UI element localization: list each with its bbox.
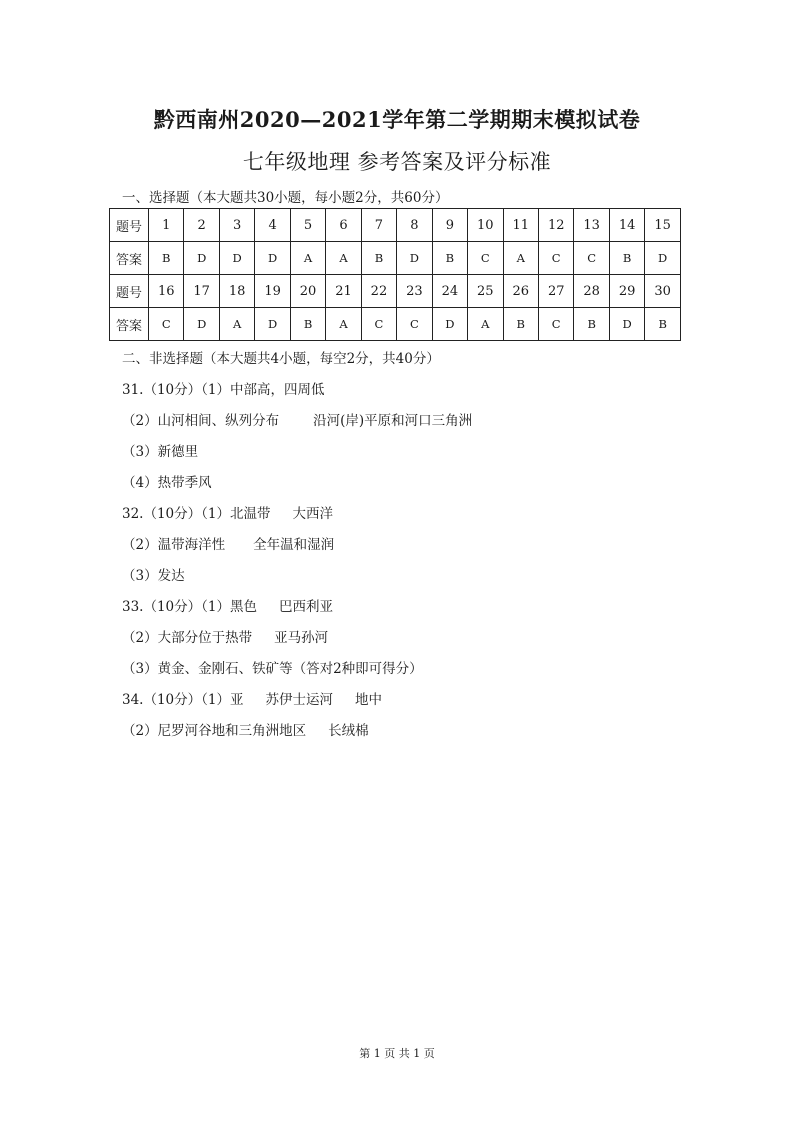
q33-answer-2b: 亚马孙河 bbox=[274, 630, 329, 646]
question-number-cell: 5 bbox=[290, 209, 325, 242]
row-label-number: 题号 bbox=[110, 209, 149, 242]
document-title: 黔西南州2020—2021学年第二学期期末模拟试卷 bbox=[153, 107, 641, 132]
question-number-cell: 30 bbox=[645, 275, 681, 308]
answer-cell: C bbox=[361, 308, 396, 341]
question-number-cell: 7 bbox=[361, 209, 396, 242]
q32-answer-1a: 32.（10分）（1）北温带 bbox=[122, 506, 271, 522]
answer-cell: A bbox=[468, 308, 503, 341]
answer-cell: C bbox=[397, 308, 432, 341]
answer-cell: D bbox=[255, 308, 290, 341]
q33-answer-1b: 巴西利亚 bbox=[279, 599, 333, 615]
answer-row bbox=[110, 242, 681, 275]
answer-cell: B bbox=[503, 308, 538, 341]
question-number-cell: 2 bbox=[184, 209, 219, 242]
q31-answer-1: 31.（10分）（1）中部高，四周低 bbox=[122, 382, 325, 398]
q33-line-3 bbox=[122, 657, 423, 677]
answer-cell: D bbox=[609, 308, 644, 341]
question-number-cell: 16 bbox=[149, 275, 184, 308]
question-number-cell: 8 bbox=[397, 209, 432, 242]
question-number-cell: 18 bbox=[219, 275, 254, 308]
question-number-cell: 27 bbox=[538, 275, 573, 308]
q31-answer-3: （3）新德里 bbox=[122, 444, 199, 460]
answer-cell: A bbox=[326, 242, 361, 275]
question-number-cell: 26 bbox=[503, 275, 538, 308]
answer-cell: D bbox=[184, 308, 219, 341]
question-number-cell: 10 bbox=[468, 209, 503, 242]
answer-cell: B bbox=[574, 308, 609, 341]
answer-cell: D bbox=[184, 242, 219, 275]
q33-answer-3: （3）黄金、金刚石、铁矿等（答对2种即可得分） bbox=[122, 661, 423, 677]
answer-cell: A bbox=[326, 308, 361, 341]
page-footer: 第 1 页 共 1 页 bbox=[359, 1047, 435, 1060]
answer-cell: D bbox=[255, 242, 290, 275]
question-number-cell: 3 bbox=[219, 209, 254, 242]
answer-cell: A bbox=[503, 242, 538, 275]
question-number-cell: 15 bbox=[645, 209, 681, 242]
q33-answer-1a: 33.（10分）（1）黑色 bbox=[122, 599, 257, 615]
answer-cell: A bbox=[290, 242, 325, 275]
answer-cell: B bbox=[645, 308, 681, 341]
question-number-cell: 12 bbox=[538, 209, 573, 242]
row-label-answer: 答案 bbox=[110, 242, 149, 275]
q32-line-2 bbox=[122, 533, 334, 553]
question-number-cell: 22 bbox=[361, 275, 396, 308]
question-number-cell: 17 bbox=[184, 275, 219, 308]
answer-cell: A bbox=[219, 308, 254, 341]
q31-answer-2a: （2）山河相间、纵列分布 bbox=[122, 413, 280, 429]
answer-cell: D bbox=[432, 308, 467, 341]
answer-cell: B bbox=[290, 308, 325, 341]
q33-answer-2a: （2）大部分位于热带 bbox=[122, 630, 253, 646]
q31-line-4 bbox=[122, 471, 212, 491]
question-number-cell: 4 bbox=[255, 209, 290, 242]
answer-cell: C bbox=[574, 242, 609, 275]
question-number-cell: 25 bbox=[468, 275, 503, 308]
section-multiple-choice-heading: 一、选择题（本大题共30小题，每小题2分，共60分） bbox=[122, 190, 449, 206]
document-subtitle: 七年级地理 参考答案及评分标准 bbox=[242, 150, 552, 174]
section-non-choice-heading: 二、非选择题（本大题共4小题，每空2分，共40分） bbox=[122, 351, 440, 367]
q32-answer-1b: 大西洋 bbox=[292, 506, 333, 522]
question-number-cell: 29 bbox=[609, 275, 644, 308]
answer-cell: C bbox=[538, 242, 573, 275]
q32-line-1 bbox=[122, 502, 333, 522]
answer-cell: C bbox=[149, 308, 184, 341]
q33-line-1 bbox=[122, 595, 333, 615]
q34-line-1 bbox=[122, 688, 382, 708]
answer-row bbox=[110, 308, 681, 341]
q33-line-2 bbox=[122, 626, 328, 646]
question-number-cell: 28 bbox=[574, 275, 609, 308]
question-number-cell: 23 bbox=[397, 275, 432, 308]
q34-answer-2a: （2）尼罗河谷地和三角洲地区 bbox=[122, 723, 307, 739]
question-number-cell: 20 bbox=[290, 275, 325, 308]
q31-line-3 bbox=[122, 440, 198, 460]
q34-answer-1a: 34.（10分）（1）亚 bbox=[122, 692, 244, 708]
answer-cell: B bbox=[149, 242, 184, 275]
question-number-cell: 14 bbox=[609, 209, 644, 242]
answer-cell: B bbox=[432, 242, 467, 275]
answer-cell: D bbox=[397, 242, 432, 275]
q34-answer-2b: 长绒棉 bbox=[328, 723, 369, 739]
answer-cell: C bbox=[538, 308, 573, 341]
q31-answer-4: （4）热带季风 bbox=[122, 475, 212, 491]
q34-answer-1c: 地中 bbox=[355, 692, 382, 708]
question-number-cell: 24 bbox=[432, 275, 467, 308]
row-label-answer: 答案 bbox=[110, 308, 149, 341]
q34-answer-1b: 苏伊士运河 bbox=[265, 692, 333, 708]
answer-table bbox=[109, 208, 681, 341]
question-number-row bbox=[110, 209, 681, 242]
q31-line-2 bbox=[122, 409, 472, 429]
q32-line-3 bbox=[122, 564, 185, 584]
question-number-row bbox=[110, 275, 681, 308]
answer-cell: B bbox=[361, 242, 396, 275]
q34-line-2 bbox=[122, 719, 369, 739]
answer-cell: C bbox=[468, 242, 503, 275]
row-label-number: 题号 bbox=[110, 275, 149, 308]
question-number-cell: 21 bbox=[326, 275, 361, 308]
question-number-cell: 9 bbox=[432, 209, 467, 242]
q31-line-1 bbox=[122, 378, 325, 398]
question-number-cell: 11 bbox=[503, 209, 538, 242]
question-number-cell: 13 bbox=[574, 209, 609, 242]
q31-answer-2b: 沿河(岸)平原和河口三角洲 bbox=[313, 413, 473, 429]
answer-cell: B bbox=[609, 242, 644, 275]
q32-answer-2b: 全年温和湿润 bbox=[253, 537, 335, 553]
question-number-cell: 6 bbox=[326, 209, 361, 242]
q32-answer-2a: （2）温带海洋性 bbox=[122, 537, 226, 553]
answer-cell: D bbox=[219, 242, 254, 275]
question-number-cell: 1 bbox=[149, 209, 184, 242]
answer-cell: D bbox=[645, 242, 681, 275]
q32-answer-3: （3）发达 bbox=[122, 568, 185, 584]
question-number-cell: 19 bbox=[255, 275, 290, 308]
